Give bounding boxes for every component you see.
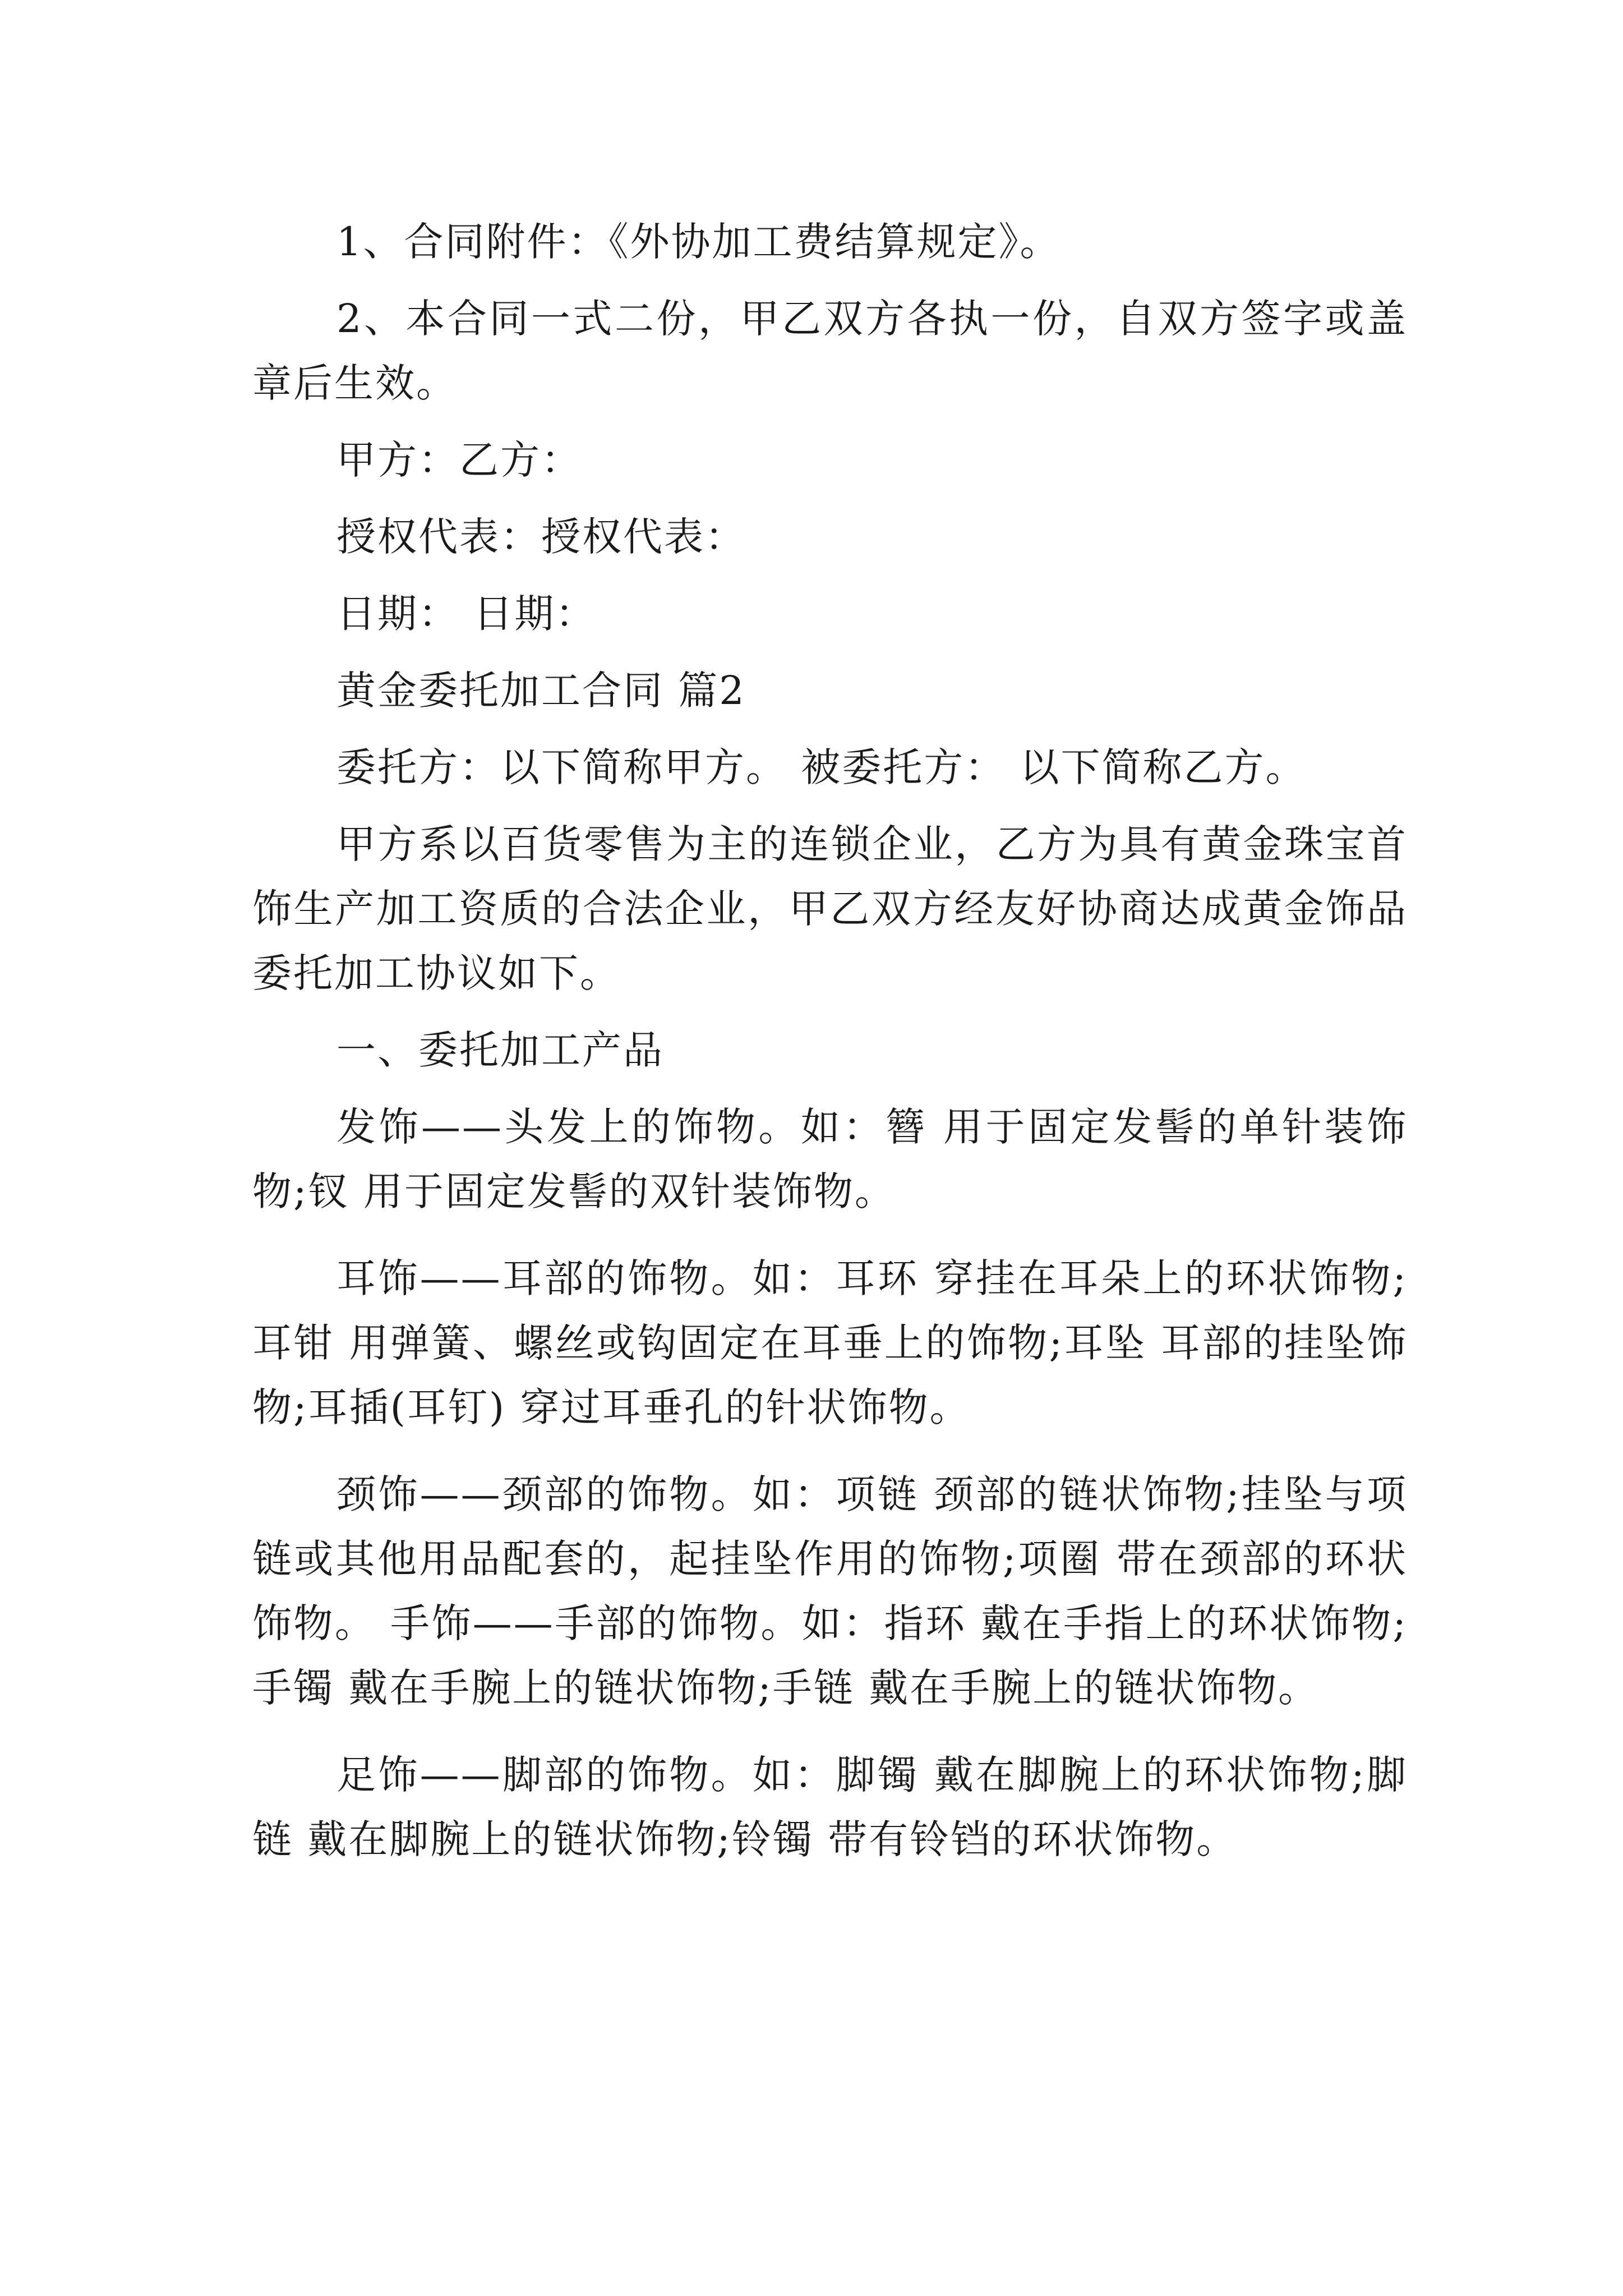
- paragraph-neck-hand-ornaments: 颈饰——颈部的饰物。如：项链 颈部的链状饰物;挂坠与项链或其他用品配套的，起挂坠作用的饰物;项圈 带在颈部的环状饰物。 手饰——手部的饰物。如：指环 戴在手指上的环状饰物;手镯 戴在手腕上的链状饰物;手链 戴在手腕上的链状饰物。: [252, 1471, 1408, 1711]
- paragraph-parties: 甲方：乙方：: [336, 437, 582, 483]
- document-body: [252, 210, 1408, 1872]
- heading-products: 一、委托加工产品: [336, 1027, 664, 1073]
- paragraph-attachment: 1、合同附件：《外协加工费结算规定》。: [336, 219, 1061, 265]
- paragraph-client-contractor: 委托方：以下简称甲方。 被委托方： 以下简称乙方。: [336, 744, 1307, 790]
- paragraph-foot-ornaments: 足饰——脚部的饰物。如：脚镯 戴在脚腕上的环状饰物;脚链 戴在脚腕上的链状饰物;铃镯 带有铃铛的环状饰物。: [252, 1752, 1408, 1862]
- paragraph-introduction: 甲方系以百货零售为主的连锁企业，乙方为具有黄金珠宝首饰生产加工资质的合法企业，甲乙双方经友好协商达成黄金饰品委托加工协议如下。: [252, 821, 1408, 996]
- paragraph-ear-ornaments: 耳饰——耳部的饰物。如：耳环 穿挂在耳朵上的环状饰物;耳钳 用弹簧、螺丝或钩固定在耳垂上的饰物;耳坠 耳部的挂坠饰物;耳插(耳钉) 穿过耳垂孔的针状饰物。: [252, 1255, 1408, 1430]
- paragraph-dates: 日期： 日期：: [336, 591, 597, 637]
- paragraph-representatives: 授权代表：授权代表：: [336, 514, 746, 560]
- paragraph-copies: 2、本合同一式二份，甲乙双方各执一份，自双方签字或盖章后生效。: [252, 296, 1408, 406]
- paragraph-hair-ornaments: 发饰——头发上的饰物。如：簪 用于固定发髻的单针装饰物;钗 用于固定发髻的双针装饰物。: [252, 1104, 1408, 1214]
- section-title: 黄金委托加工合同 篇2: [336, 668, 746, 714]
